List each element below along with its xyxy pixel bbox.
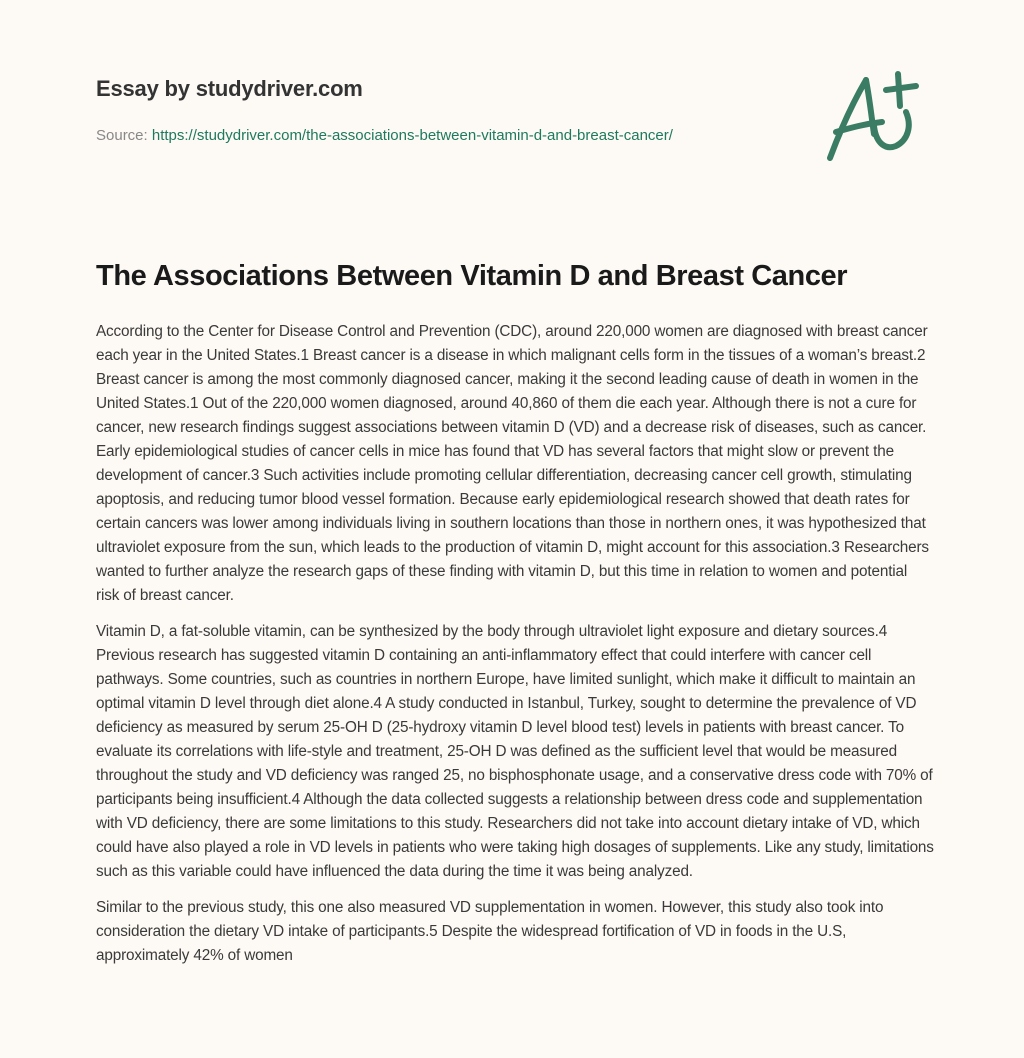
article <box>96 256 934 980</box>
source-label: Source: <box>96 127 152 144</box>
page-header <box>96 74 796 146</box>
source-line <box>96 126 796 146</box>
article-paragraph: According to the Center for Disease Control and Prevention (CDC), around 220,000 women are diagnosed with breast cancer each year in the United States.1 Breast cancer is a disease in which malignant cells form in the tissues of a woman’s breast.2 Breast cancer is among the most commonly diagnosed cancer, making it the second leading cause of death in women in the United States.1 Out of the 220,000 women diagnosed, around 40,860 of them die each year. Although there is not a cure for cancer, new research findings suggest associations between vitamin D (VD) and a decrease risk of diseases, such as cancer. Early epidemiological studies of cancer cells in mice has found that VD has several factors that might slow or prevent the development of cancer.3 Such activities include promoting cellular differentiation, decreasing cancer cell growth, stimulating apoptosis, and reducing tumor blood vessel formation. Because early epidemiological research showed that death rates for certain cancers was lower among individuals living in southern locations than those in northern ones, it was hypothesized that ultraviolet exposure from the sun, which leads to the production of vitamin D, might account for this association.3 Researchers wanted to further analyze the research gaps of these finding with vitamin D, but this time in relation to women and potential risk of breast cancer. <box>96 323 929 604</box>
a-plus-grade-icon <box>818 66 938 166</box>
article-title: The Associations Between Vitamin D and Breast Cancer <box>96 260 848 292</box>
article-paragraph: Vitamin D, a fat-soluble vitamin, can be synthesized by the body through ultraviolet light exposure and dietary sources.4 Previous research has suggested vitamin D containing an anti-inflammatory effect that could interfere with cancer cell pathways. Some countries, such as countries in northern Europe, have limited sunlight, which make it difficult to maintain an optimal vitamin D level through diet alone.4 A study conducted in Istanbul, Turkey, sought to determine the prevalence of VD deficiency as measured by serum 25-OH D (25-hydroxy vitamin D level blood test) levels in patients with breast cancer. To evaluate its correlations with life-style and treatment, 25-OH D was defined as the sufficient level that would be measured throughout the study and VD deficiency was ranged 25, no bisphosphonate usage, and a conservative dress code with 70% of participants being insufficient.4 Although the data collected suggests a relationship between dress code and supplementation with VD deficiency, there are some limitations to this study. Researchers did not take into account dietary intake of VD, which could have also played a role in VD levels in patients who were taking high dosages of supplements. Like any study, limitations such as this variable could have influenced the data during the time it was being analyzed. <box>96 623 934 880</box>
brand-title: Essay by studydriver.com <box>96 76 363 101</box>
source-link[interactable]: https://studydriver.com/the-associations-between-vitamin-d-and-breast-cancer/ <box>151 127 673 144</box>
article-paragraph: Similar to the previous study, this one also measured VD supplementation in women. However, this study also took into consideration the dietary VD intake of participants.5 Despite the widespread fortification of VD in foods in the U.S, approximately 42% of women <box>96 899 884 964</box>
